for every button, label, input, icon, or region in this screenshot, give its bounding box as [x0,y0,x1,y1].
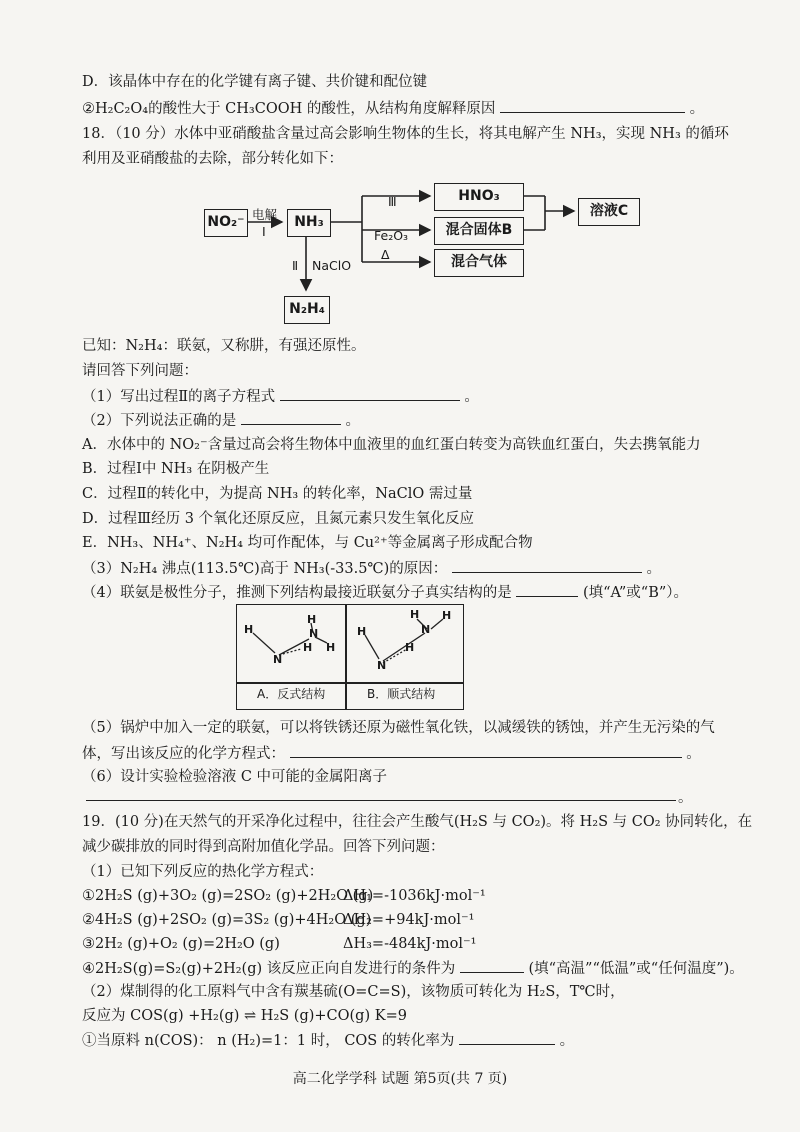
step3-number: Ⅲ [388,194,397,209]
answer-blank[interactable] [452,558,642,573]
known-info: 已知：N₂H₄：联氨，又称肼，有强还原性。 [82,338,366,354]
question-text: （4）联氨是极性分子，推测下列结构最接近联氨分子真实结构的是 [82,585,512,601]
atom-h: H [410,608,420,621]
q18-intro-line2: 利用及亚硝酸盐的去除，部分转化如下： [82,151,343,167]
step1-label: 电解 [252,207,278,222]
mixed-solid-b-box: 混合固体B [434,217,524,245]
period: 。 [559,1033,575,1049]
q19-intro-line1: 19．(10 分)在天然气的开采净化过程中，往往会产生酸气(H₂S 与 CO₂)。将 H₂S 与 CO₂ 协同转化，在 [82,814,753,830]
period: 。 [678,790,693,806]
question-text: （3）N₂H₄ 沸点(113.5℃)高于 NH₃(-33.5℃)的原因： [82,561,448,577]
answer-blank[interactable] [290,743,682,758]
instruction-suffix: (填“A”或“B”）。 [582,585,689,601]
page-footer: 高二化学学科 试题 第5页(共 7 页) [292,1071,508,1087]
q19-intro-line2: 减少碳排放的同时得到高附加值化学品。回答下列问题： [82,839,445,855]
question-4 [82,582,688,603]
equation-2: ②4H₂S (g)+2SO₂ (g)=3S₂ (g)+4H₂O (g) [82,912,372,928]
hydrazine-structures-figure [236,604,464,710]
structure-bonds [237,605,463,683]
step3-reagent: Fe₂O₃ [374,228,409,243]
question-text: ②H₂C₂O₄的酸性大于 CH₃COOH 的酸性，从结构角度解释原因 [82,101,496,117]
answer-line[interactable] [86,800,676,801]
question-text: （2）下列说法正确的是 [82,413,237,429]
atom-n: N [273,653,283,666]
q19-part2-sub1 [82,1030,574,1051]
answer-blank[interactable] [459,1030,555,1045]
q19-part1: （1）已知下列反应的热化学方程式： [82,864,324,880]
atom-h: H [326,641,336,654]
atom-h: H [307,613,317,626]
atom-n: N [377,659,387,672]
question-2 [82,410,360,431]
n2h4-box: N₂H₄ [284,296,330,324]
option-e: E．NH₃、NH₄⁺、N₂H₄ 均可作配体，与 Cu²⁺等金属离子形成配合物 [82,535,533,551]
question-1 [82,386,479,407]
q18-intro-line1: 18．（10 分）水体中亚硝酸盐含量过高会影响生物体的生长，将其电解产生 NH₃，实现 NH₃ 的循环 [82,126,729,142]
option-b: B．过程Ⅰ中 NH₃ 在阴极产生 [82,461,270,477]
atom-h: H [357,625,367,638]
enthalpy-2: ΔH₂=+94kJ·mol⁻¹ [343,912,475,928]
option-d-line: D．该晶体中存在的化学键有离子键、共价键和配位键 [82,74,428,90]
instruction: 请回答下列问题： [82,363,198,379]
atom-h: H [405,641,415,654]
step2-number: Ⅱ [292,258,299,273]
period: 。 [345,413,360,429]
caption-a: A．反式结构 [257,687,326,701]
answer-blank[interactable] [280,386,460,401]
question-text: ④2H₂S(g)=S₂(g)+2H₂(g) 该反应正向自发进行的条件为 [82,961,456,977]
question-text: 体，写出该反应的化学方程式： [82,746,285,762]
option-a: A．水体中的 NO₂⁻含量过高会将生物体中血液里的血红蛋白转变为高铁血红蛋白，失去携氧能力 [82,437,701,453]
enthalpy-3: ΔH₃=-484kJ·mol⁻¹ [343,936,477,952]
period: 。 [686,746,701,762]
instruction-suffix: (填“高温”“低温”或“任何温度”)。 [528,961,744,977]
question-5-line1: （5）锅炉中加入一定的联氨，可以将铁锈还原为磁性氧化铁，以减缓铁的锈蚀，并产生无污染的气 [82,720,715,736]
step1-number: Ⅰ [262,224,266,239]
q19-part2-line1: （2）煤制得的化工原料气中含有羰基硫(O=C=S)，该物质可转化为 H₂S，T℃时， [82,984,625,1000]
question-5-line2 [82,743,701,764]
diagram-arrows [0,0,800,330]
option-d: D．过程Ⅲ经历 3 个氧化还原反应，且氮元素只发生氧化反应 [82,511,475,527]
atom-h: H [244,623,254,636]
equation-3: ③2H₂ (g)+O₂ (g)=2H₂O (g) [82,936,280,952]
caption-b: B．顺式结构 [367,687,436,701]
answer-blank[interactable] [241,410,341,425]
q19-part2-reaction: 反应为 COS(g) +H₂(g) ⇌ H₂S (g)+CO(g) K=9 [82,1008,407,1024]
atom-n: N [309,627,319,640]
answer-blank[interactable] [516,582,578,597]
mixed-gas-box: 混合气体 [434,249,524,277]
no2-box: NO₂⁻ [204,209,248,237]
option-c: C．过程Ⅱ的转化中，为提高 NH₃ 的转化率，NaClO 需过量 [82,486,473,502]
period: 。 [689,101,705,117]
hno3-box: HNO₃ [434,183,524,211]
equation-1: ①2H₂S (g)+3O₂ (g)=2SO₂ (g)+2H₂O (g) [82,888,374,904]
nh3-box: NH₃ [287,209,331,237]
equation-4 [82,958,744,979]
enthalpy-1: ΔH₁=-1036kJ·mol⁻¹ [343,888,486,904]
atom-n: N [421,623,431,636]
question-3 [82,558,661,579]
atom-h: H [442,609,452,622]
answer-blank[interactable] [460,958,524,973]
period: 。 [646,561,662,577]
atom-h: H [303,641,313,654]
question-text: （1）写出过程Ⅱ的离子方程式 [82,389,276,405]
question-6: （6）设计实验检验溶液 C 中可能的金属阳离子 [82,769,388,785]
solution-c-box: 溶液C [578,198,640,226]
step3-condition: Δ [381,247,390,262]
period: 。 [464,389,479,405]
question-text: ①当原料 n(COS)： n (H₂)=1：1 时， COS 的转化率为 [82,1033,455,1049]
step2-reagent: NaClO [312,258,352,273]
